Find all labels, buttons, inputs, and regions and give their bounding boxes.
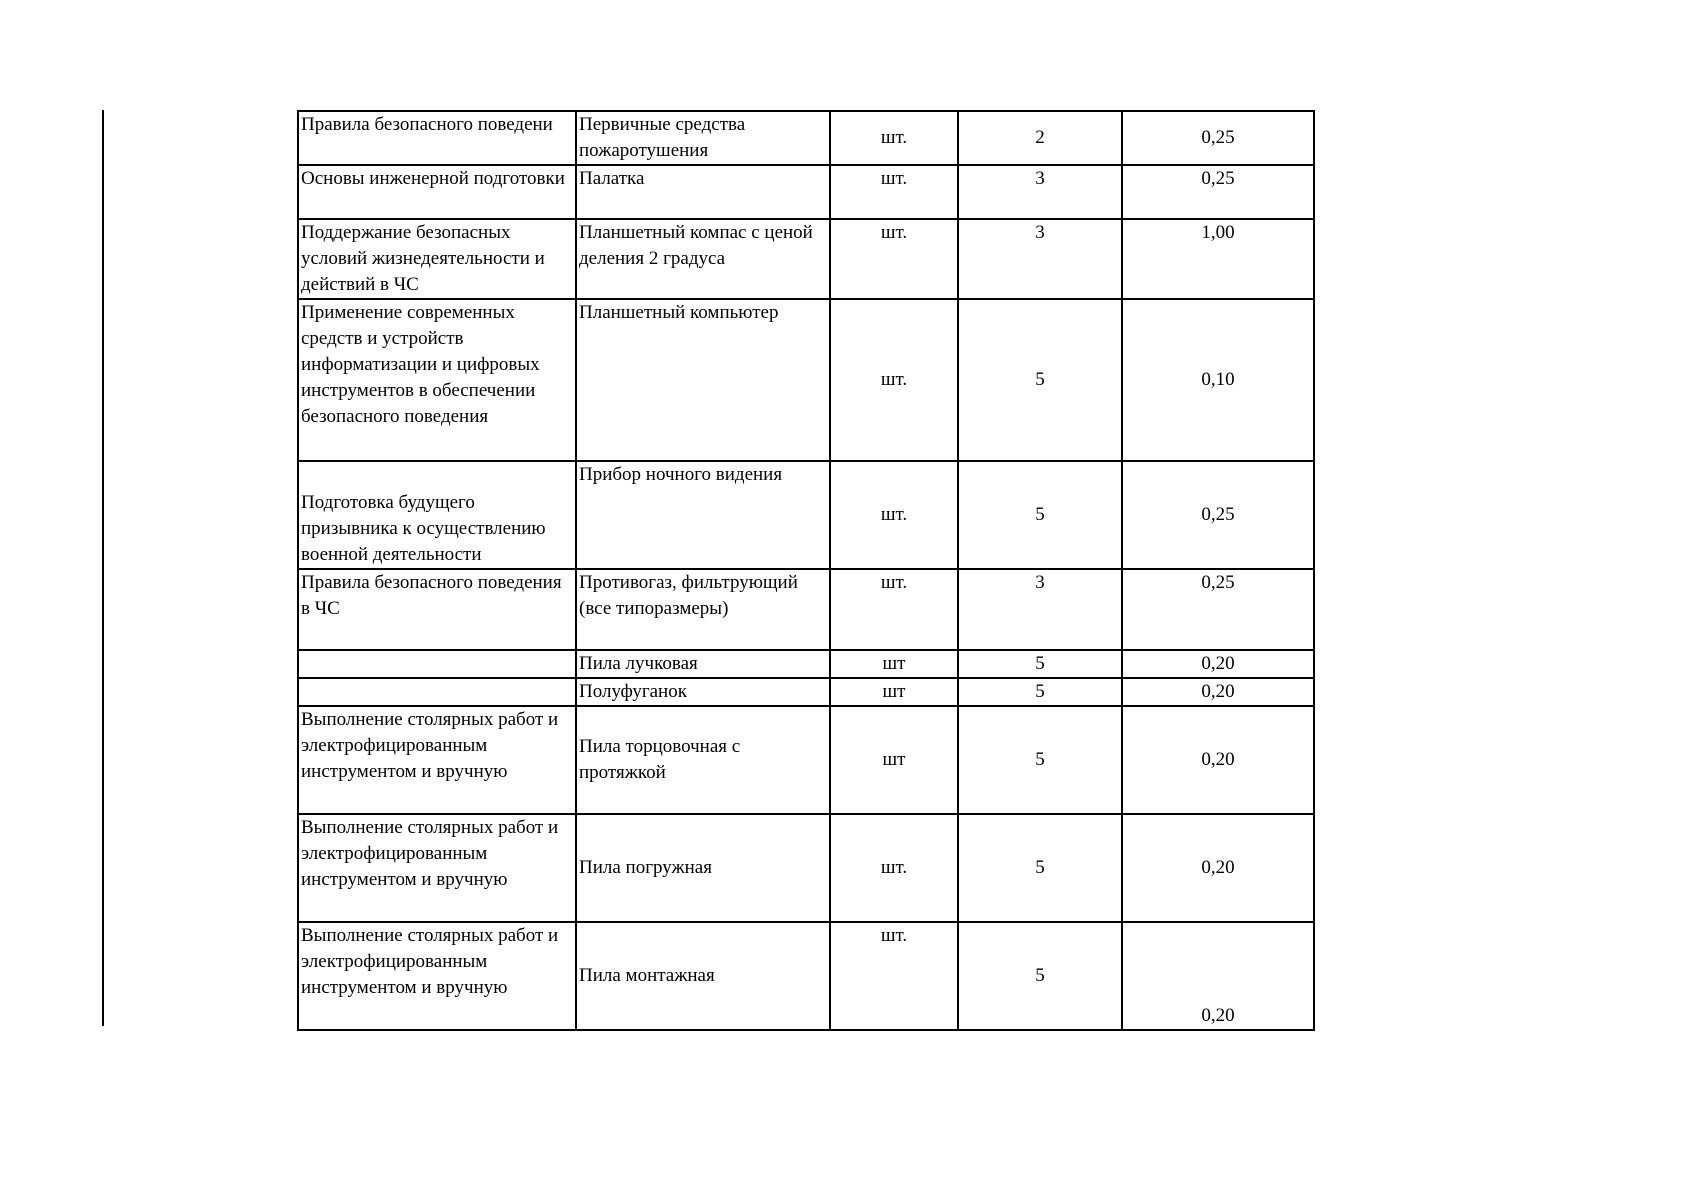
item-cell: Палатка — [576, 165, 830, 219]
item-cell: Первичные средства пожаротушения — [576, 111, 830, 165]
table-row — [298, 461, 1314, 569]
topic-cell: Выполнение столярных работ и электрофицированным инструментом и вручную — [298, 814, 576, 922]
item-cell: Полуфуганок — [576, 678, 830, 706]
table-row — [298, 922, 1314, 1030]
table-row — [298, 111, 1314, 165]
qty-cell: 3 — [958, 219, 1122, 299]
qty-cell: 3 — [958, 165, 1122, 219]
unit-cell: шт — [830, 678, 958, 706]
topic-cell: Правила безопасного поведения в ЧС — [298, 569, 576, 650]
margin-line — [102, 110, 104, 1026]
qty-cell: 5 — [958, 461, 1122, 569]
table-row — [298, 650, 1314, 678]
norm-cell: 0,20 — [1122, 814, 1314, 922]
norm-cell: 1,00 — [1122, 219, 1314, 299]
norm-cell: 0,20 — [1122, 922, 1314, 1030]
unit-cell: шт. — [830, 219, 958, 299]
unit-cell: шт — [830, 706, 958, 814]
qty-cell: 5 — [958, 299, 1122, 461]
unit-cell: шт. — [830, 569, 958, 650]
table-row — [298, 165, 1314, 219]
norm-cell: 0,20 — [1122, 650, 1314, 678]
unit-cell: шт. — [830, 165, 958, 219]
equipment-table — [297, 110, 1315, 1031]
unit-cell: шт. — [830, 922, 958, 1030]
table-row — [298, 569, 1314, 650]
item-cell: Планшетный компас с ценой деления 2 градуса — [576, 219, 830, 299]
item-cell: Противогаз, фильтрующий (все типоразмеры) — [576, 569, 830, 650]
qty-cell: 5 — [958, 678, 1122, 706]
qty-cell: 5 — [958, 650, 1122, 678]
item-cell: Планшетный компьютер — [576, 299, 830, 461]
norm-cell: 0,25 — [1122, 165, 1314, 219]
item-cell: Пила торцовочная с протяжкой — [576, 706, 830, 814]
item-cell: Прибор ночного видения — [576, 461, 830, 569]
qty-cell: 5 — [958, 706, 1122, 814]
topic-cell: Основы инженерной подготовки — [298, 165, 576, 219]
topic-cell: Подготовка будущего призывника к осуществлению военной деятельности — [298, 461, 576, 569]
norm-cell: 0,25 — [1122, 569, 1314, 650]
unit-cell: шт. — [830, 111, 958, 165]
table-row — [298, 219, 1314, 299]
topic-cell: Поддержание безопасных условий жизнедеятельности и действий в ЧС — [298, 219, 576, 299]
topic-cell: Применение современных средств и устройств информатизации и цифровых инструментов в обеспечении безопасного поведения — [298, 299, 576, 461]
norm-cell: 0,20 — [1122, 678, 1314, 706]
table-row — [298, 814, 1314, 922]
unit-cell: шт. — [830, 814, 958, 922]
norm-cell: 0,25 — [1122, 111, 1314, 165]
item-cell: Пила лучковая — [576, 650, 830, 678]
table-row — [298, 706, 1314, 814]
norm-cell: 0,20 — [1122, 706, 1314, 814]
table-row — [298, 678, 1314, 706]
qty-cell: 3 — [958, 569, 1122, 650]
topic-cell — [298, 678, 576, 706]
unit-cell: шт. — [830, 461, 958, 569]
topic-cell: Правила безопасного поведени — [298, 111, 576, 165]
qty-cell: 5 — [958, 814, 1122, 922]
topic-cell: Выполнение столярных работ и электрофицированным инструментом и вручную — [298, 706, 576, 814]
norm-cell: 0,10 — [1122, 299, 1314, 461]
qty-cell: 5 — [958, 922, 1122, 1030]
item-cell: Пила монтажная — [576, 922, 830, 1030]
topic-cell — [298, 650, 576, 678]
table-row — [298, 299, 1314, 461]
norm-cell: 0,25 — [1122, 461, 1314, 569]
unit-cell: шт. — [830, 299, 958, 461]
topic-cell: Выполнение столярных работ и электрофицированным инструментом и вручную — [298, 922, 576, 1030]
unit-cell: шт — [830, 650, 958, 678]
qty-cell: 2 — [958, 111, 1122, 165]
item-cell: Пила погружная — [576, 814, 830, 922]
